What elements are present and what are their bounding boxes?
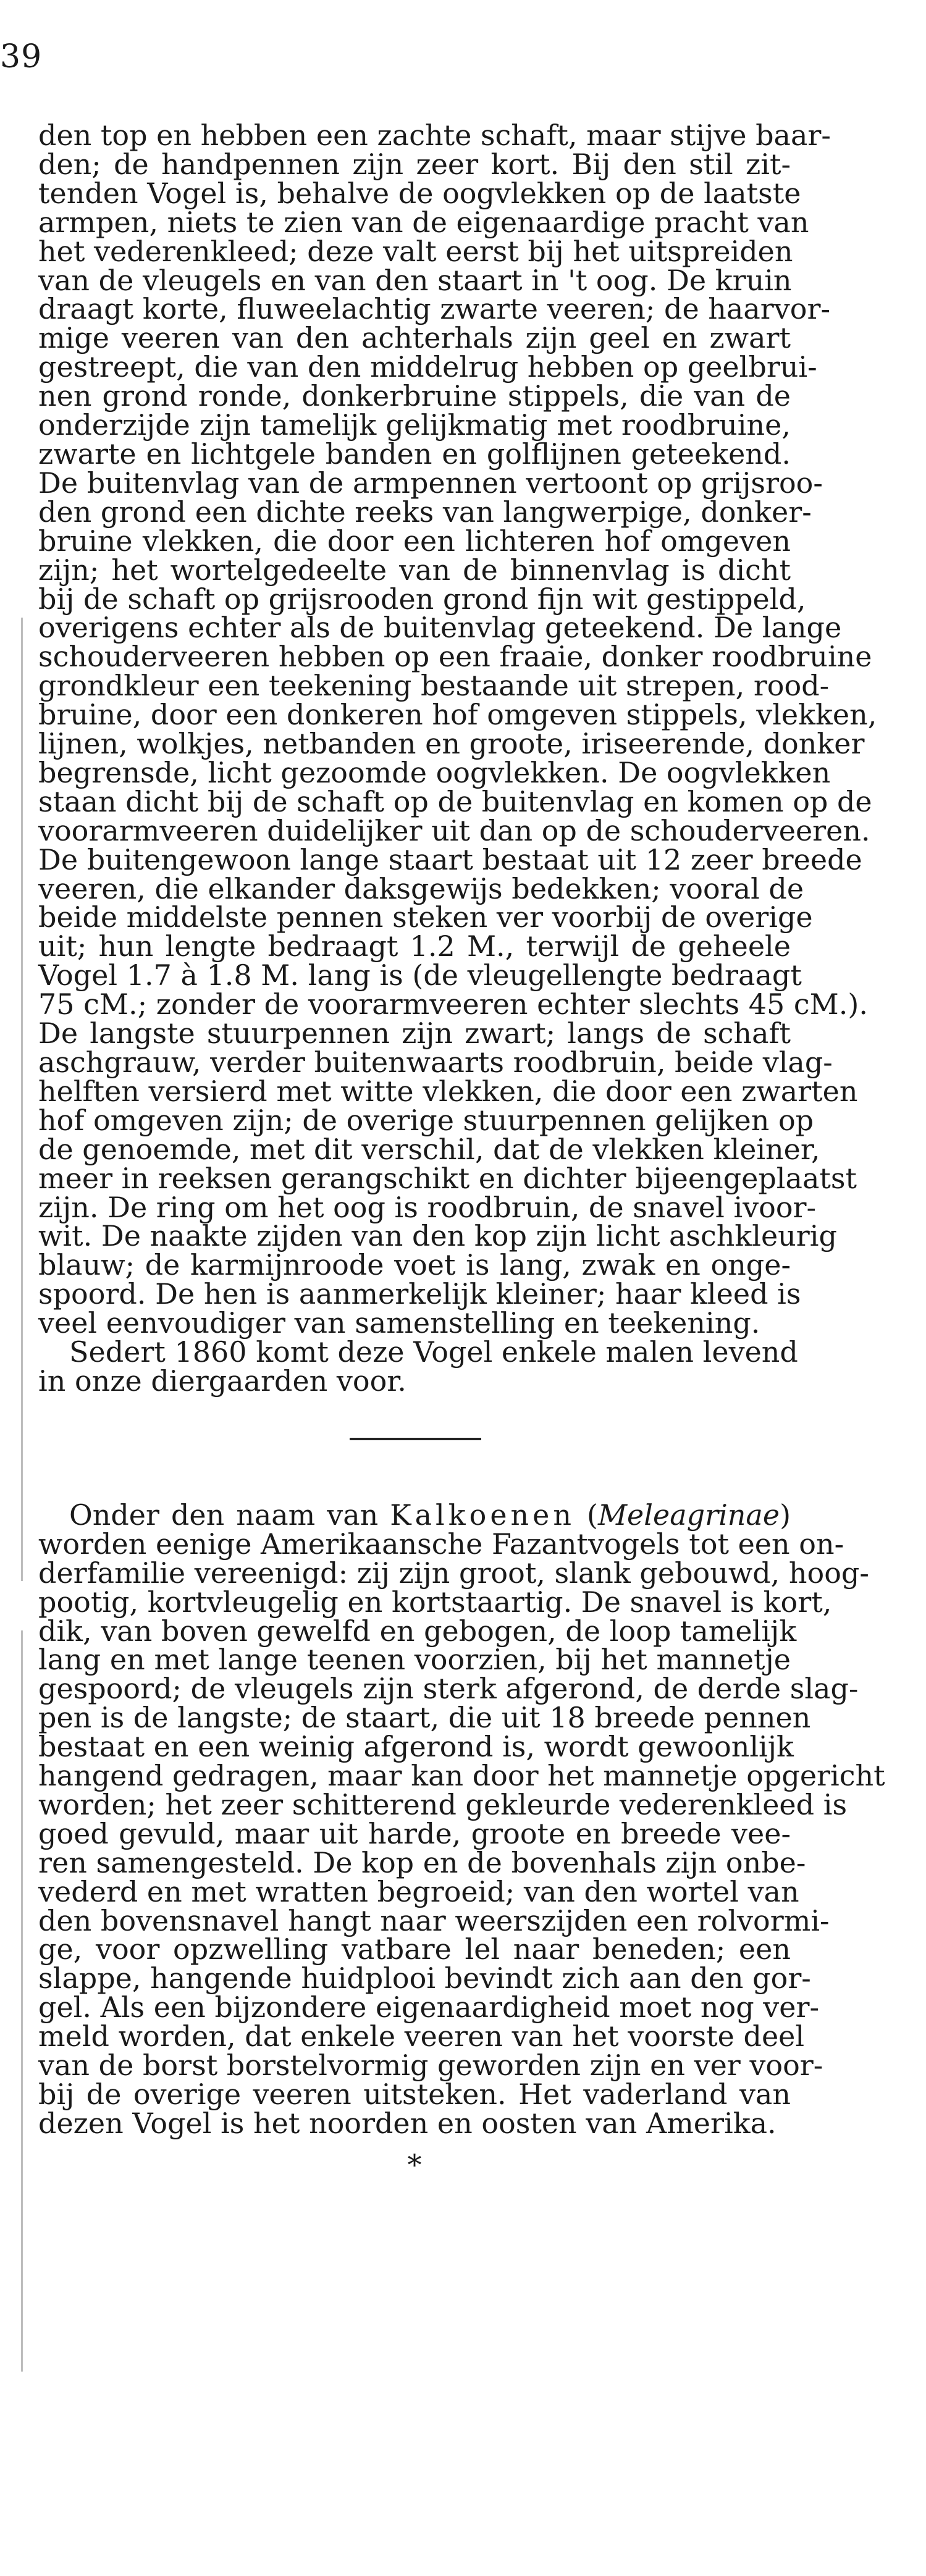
text-line: meld worden, dat enkele veeren van het voorste deel: [38, 2020, 805, 2054]
text-line: lang en met lange teenen voorzien, bij het mannetje: [38, 1643, 791, 1677]
text-line: dezen Vogel is het noorden en oosten van Amerika.: [38, 2106, 777, 2140]
text-line: dik, van boven gewelfd en gebogen, de loop tamelijk: [38, 1614, 797, 1648]
intro-text: Onder den naam van: [69, 1498, 379, 1532]
text-line: bestaat en een weinig afgerond is, wordt gewoonlijk: [38, 1730, 794, 1764]
text-line: van de vleugels en van den staart in 't oog. De kruin: [38, 263, 792, 297]
text-line: ren samengesteld. De kop en de bovenhals zijn onbe-: [38, 1845, 806, 1879]
text-line: gel. Als een bijzondere eigenaardigheid moet nog ver-: [38, 1991, 820, 2024]
text-line: veeren, die elkander daksgewijs bedekken; vooral de: [38, 871, 804, 905]
text-line: Vogel 1.7 à 1.8 M. lang is (de vleugellengte bedraagt: [38, 959, 802, 992]
text-line: bij de overige veeren uitsteken. Het vaderland van: [38, 2078, 791, 2111]
text-line: uit; hun lengte bedraagt 1.2 M., terwijl de geheele: [38, 929, 791, 963]
text-line: zijn. De ring om het oog is roodbruin, de snavel ivoor-: [38, 1190, 817, 1224]
text-line: vederd en met wratten begroeid; van den wortel van: [38, 1874, 799, 1908]
text-line: zijn; het wortelgedeelte van de binnenvlag is dicht: [38, 553, 791, 587]
text-line: den grond een dichte reeks van langwerpige, donker-: [38, 495, 812, 529]
text-line: bruine, door een donkeren hof omgeven stippels, vlekken,: [38, 698, 877, 732]
section-turkeys: [38, 1498, 885, 2181]
text-line: gespoord; de vleugels zijn sterk afgerond, de derde slag-: [38, 1672, 859, 1706]
text-line: bruine vlekken, die door een lichteren hof omgeven: [38, 524, 791, 558]
text-line: pen is de langste; de staart, die uit 18 breede pennen: [38, 1701, 811, 1735]
text-line: aschgrauw, verder buitenwaarts roodbruin, beide vlag-: [38, 1046, 833, 1079]
text-line: het vederenkleed; deze valt eerst bij het uitspreiden: [38, 234, 793, 268]
margin-rule: [21, 618, 23, 1581]
text-line: van de borst borstelvormig geworden zijn en ver voor-: [38, 2049, 823, 2083]
text-line: den top en hebben een zachte schaft, maar stijve baar-: [38, 119, 831, 152]
page-number: 39: [0, 38, 43, 75]
text-line: voorarmveeren duidelijker uit dan op de schouderveeren.: [38, 813, 870, 847]
text-line: worden eenige Amerikaansche Fazantvogels tot een on-: [38, 1527, 844, 1561]
text-line: goed gevuld, maar uit harde, groote en breede vee-: [38, 1816, 791, 1850]
text-line: De langste stuurpennen zijn zwart; langs de schaft: [38, 1017, 791, 1051]
text-line: 75 cM.; zonder de voorarmveeren echter slechts 45 cM.).: [38, 988, 868, 1022]
text-line: slappe, hangende huidplooi bevindt zich aan den gor-: [38, 1961, 811, 1995]
text-line: zwarte en lichtgele banden en golflijnen geteekend.: [38, 437, 791, 471]
text-line: begrensde, licht gezoomde oogvlekken. De oogvlekken: [38, 755, 831, 789]
text-line: lijnen, wolkjes, netbanden en groote, iriseerende, donker: [38, 727, 865, 761]
text-line: blauw; de karmijnroode voet is lang, zwak en onge-: [38, 1248, 791, 1282]
margin-rule: [21, 1630, 23, 2372]
text-line: overigens echter als de buitenvlag geteekend. De lange: [38, 611, 842, 645]
text-line: pootig, kortvleugelig en kortstaartig. De snavel is kort,: [38, 1585, 832, 1619]
text-line: derfamilie vereenigd: zij zijn groot, slank gebouwd, hoog-: [38, 1556, 869, 1590]
text-line: helften versierd met witte vlekken, die door een zwarten: [38, 1074, 858, 1108]
text-line: De buitengewoon lange staart bestaat uit 12 zeer breede: [38, 842, 862, 876]
text-line: den; de handpennen zijn zeer kort. Bij den stil zit-: [38, 147, 791, 181]
text-line: bij de schaft op grijsrooden grond fijn wit gestippeld,: [38, 582, 806, 616]
text-line: Sedert 1860 komt deze Vogel enkele malen levend: [69, 1335, 798, 1369]
text-line: De buitenvlag van de armpennen vertoont op grijsroo-: [38, 466, 823, 500]
text-line: wit. De naakte zijden van den kop zijn licht aschkleurig: [38, 1219, 837, 1253]
term-kalkoenen: Kalkoenen: [390, 1498, 576, 1532]
text-line: onderzijde zijn tamelijk gelijkmatig met roodbruine,: [38, 408, 791, 442]
text-line: beide middelste pennen steken ver voorbij de overige: [38, 900, 813, 934]
latin-name: Meleagrinae: [597, 1498, 780, 1532]
text-line: hangend gedragen, maar kan door het mannetje opgericht: [38, 1759, 885, 1793]
section-peacock-pheasant-description: [38, 119, 877, 1398]
text-line: den bovensnavel hangt naar weerszijden een rolvormi-: [38, 1903, 830, 1937]
text-line: draagt korte, fluweelachtig zwarte veeren; de haarvor-: [38, 292, 830, 326]
paragraph-first-line: Onder den naam van Kalkoenen (Meleagrinae): [69, 1498, 791, 1532]
text-line: grondkleur een teekening bestaande uit strepen, rood-: [38, 669, 830, 703]
text-line: tenden Vogel is, behalve de oogvlekken op de laatste: [38, 176, 801, 210]
text-line: schouderveeren hebben op een fraaie, donker roodbruine: [38, 640, 872, 674]
text-line: armpen, niets te zien van de eigenaardige pracht van: [38, 205, 809, 239]
text-column: [38, 119, 885, 2181]
text-line: gestreept, die van den middelrug hebben op geelbrui-: [38, 350, 817, 384]
text-line: hof omgeven zijn; de overige stuurpennen gelijken op: [38, 1103, 814, 1137]
text-line: de genoemde, met dit verschil, dat de vlekken kleiner,: [38, 1132, 820, 1166]
text-line: veel eenvoudiger van samenstelling en teekening.: [38, 1306, 760, 1340]
text-line: staan dicht bij de schaft op de buitenvlag en komen op de: [38, 784, 872, 818]
text-line: worden; het zeer schitterend gekleurde vederenkleed is: [38, 1787, 848, 1821]
text-line: in onze diergaarden voor.: [38, 1364, 406, 1398]
text-line: spoord. De hen is aanmerkelijk kleiner; haar kleed is: [38, 1277, 801, 1311]
text-line: ge, voor opzwelling vatbare lel naar beneden; een: [38, 1932, 791, 1966]
text-line: mige veeren van den achterhals zijn geel en zwart: [38, 321, 791, 355]
text-line: nen grond ronde, donkerbruine stippels, die van de: [38, 379, 791, 413]
text-line: meer in reeksen gerangschikt en dichter bijeengeplaatst: [38, 1161, 857, 1195]
footnote-marker: *: [407, 2147, 422, 2181]
